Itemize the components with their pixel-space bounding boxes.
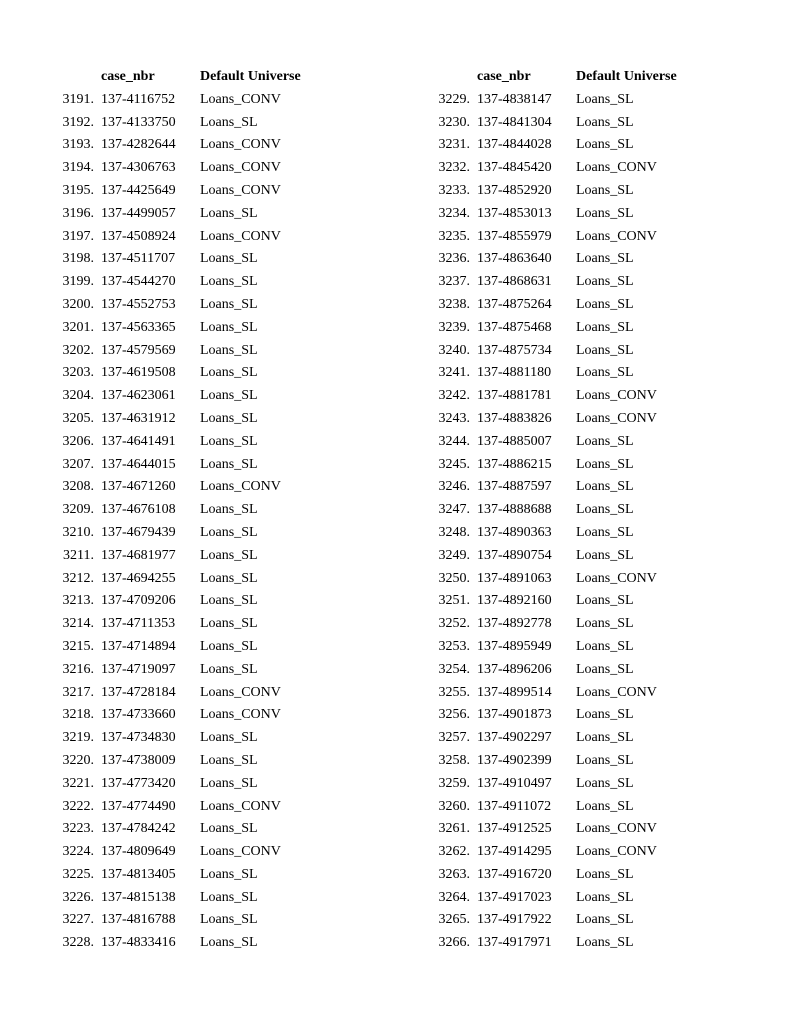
case-nbr-cell: 137-4738009 (101, 752, 176, 768)
universe-cell: Loans_CONV (200, 707, 281, 723)
universe-cell: Loans_CONV (576, 410, 657, 426)
row-index: 3217. (62, 684, 94, 700)
row-index: 3257. (438, 730, 470, 746)
universe-cell: Loans_SL (200, 616, 258, 632)
case-nbr-cell: 137-4853013 (477, 205, 552, 221)
row-index: 3230. (438, 114, 470, 130)
universe-cell: Loans_SL (576, 502, 634, 518)
case-nbr-cell: 137-4910497 (477, 775, 552, 791)
row-index: 3251. (438, 593, 470, 609)
universe-cell: Loans_CONV (200, 479, 281, 495)
universe-cell: Loans_SL (200, 661, 258, 677)
universe-cell: Loans_SL (576, 342, 634, 358)
row-index: 3211. (63, 547, 94, 563)
row-index: 3244. (438, 433, 470, 449)
universe-cell: Loans_SL (200, 570, 258, 586)
row-index: 3229. (438, 91, 470, 107)
row-index: 3224. (62, 844, 94, 860)
universe-cell: Loans_CONV (576, 160, 657, 176)
case-nbr-cell: 137-4623061 (101, 388, 176, 404)
universe-cell: Loans_SL (576, 479, 634, 495)
row-index: 3215. (62, 638, 94, 654)
universe-cell: Loans_CONV (576, 684, 657, 700)
row-index: 3195. (62, 182, 94, 198)
universe-cell: Loans_SL (200, 342, 258, 358)
case-nbr-cell: 137-4552753 (101, 296, 176, 312)
case-nbr-cell: 137-4841304 (477, 114, 552, 130)
row-index: 3249. (438, 547, 470, 563)
universe-cell: Loans_SL (576, 707, 634, 723)
row-index: 3242. (438, 388, 470, 404)
case-nbr-cell: 137-4890754 (477, 547, 552, 563)
universe-cell: Loans_CONV (576, 570, 657, 586)
universe-cell: Loans_SL (576, 730, 634, 746)
row-index: 3210. (62, 524, 94, 540)
default-universe-header: Default Universe (576, 69, 677, 84)
universe-cell: Loans_SL (576, 365, 634, 381)
case-nbr-cell: 137-4774490 (101, 798, 176, 814)
case-nbr-cell: 137-4681977 (101, 547, 176, 563)
row-index: 3239. (438, 319, 470, 335)
row-index: 3193. (62, 137, 94, 153)
row-index: 3212. (62, 570, 94, 586)
row-index: 3233. (438, 182, 470, 198)
row-index: 3199. (62, 274, 94, 290)
case-nbr-cell: 137-4815138 (101, 889, 176, 905)
universe-cell: Loans_CONV (200, 91, 281, 107)
row-index: 3241. (438, 365, 470, 381)
case-nbr-cell: 137-4875468 (477, 319, 552, 335)
case-nbr-header: case_nbr (101, 69, 155, 84)
case-nbr-cell: 137-4885007 (477, 433, 552, 449)
universe-cell: Loans_SL (576, 456, 634, 472)
row-index: 3191. (62, 91, 94, 107)
universe-cell: Loans_CONV (576, 821, 657, 837)
row-index: 3194. (62, 160, 94, 176)
universe-cell: Loans_SL (200, 433, 258, 449)
case-nbr-cell: 137-4896206 (477, 661, 552, 677)
universe-cell: Loans_SL (200, 775, 258, 791)
universe-cell: Loans_SL (576, 661, 634, 677)
universe-cell: Loans_SL (200, 524, 258, 540)
universe-cell: Loans_CONV (576, 844, 657, 860)
row-index: 3218. (62, 707, 94, 723)
row-index: 3222. (62, 798, 94, 814)
case-nbr-cell: 137-4728184 (101, 684, 176, 700)
case-nbr-cell: 137-4694255 (101, 570, 176, 586)
row-index: 3221. (62, 775, 94, 791)
case-nbr-cell: 137-4883826 (477, 410, 552, 426)
case-nbr-cell: 137-4901873 (477, 707, 552, 723)
row-index: 3201. (62, 319, 94, 335)
row-index: 3238. (438, 296, 470, 312)
row-index: 3247. (438, 502, 470, 518)
universe-cell: Loans_SL (200, 319, 258, 335)
case-nbr-cell: 137-4116752 (101, 91, 176, 107)
case-nbr-cell: 137-4709206 (101, 593, 176, 609)
case-nbr-cell: 137-4863640 (477, 251, 552, 267)
row-index: 3227. (62, 912, 94, 928)
row-index: 3250. (438, 570, 470, 586)
case-nbr-cell: 137-4912525 (477, 821, 552, 837)
case-nbr-cell: 137-4891063 (477, 570, 552, 586)
universe-cell: Loans_SL (576, 205, 634, 221)
universe-cell: Loans_SL (576, 775, 634, 791)
universe-cell: Loans_SL (576, 889, 634, 905)
row-index: 3205. (62, 410, 94, 426)
case-nbr-cell: 137-4855979 (477, 228, 552, 244)
universe-cell: Loans_SL (576, 319, 634, 335)
row-index: 3266. (438, 935, 470, 951)
row-index: 3258. (438, 752, 470, 768)
universe-cell: Loans_SL (200, 593, 258, 609)
row-index: 3254. (438, 661, 470, 677)
universe-cell: Loans_SL (576, 547, 634, 563)
row-index: 3220. (62, 752, 94, 768)
universe-cell: Loans_CONV (200, 137, 281, 153)
row-index: 3225. (62, 866, 94, 882)
universe-cell: Loans_CONV (200, 228, 281, 244)
row-index: 3206. (62, 433, 94, 449)
row-index: 3192. (62, 114, 94, 130)
case-nbr-cell: 137-4902297 (477, 730, 552, 746)
universe-cell: Loans_SL (200, 296, 258, 312)
universe-cell: Loans_SL (200, 752, 258, 768)
row-index: 3198. (62, 251, 94, 267)
universe-cell: Loans_CONV (200, 798, 281, 814)
case-nbr-cell: 137-4917971 (477, 935, 552, 951)
row-index: 3235. (438, 228, 470, 244)
row-index: 3197. (62, 228, 94, 244)
row-index: 3259. (438, 775, 470, 791)
case-nbr-header: case_nbr (477, 69, 531, 84)
case-nbr-cell: 137-4773420 (101, 775, 176, 791)
row-index: 3203. (62, 365, 94, 381)
case-nbr-cell: 137-4499057 (101, 205, 176, 221)
universe-cell: Loans_SL (576, 182, 634, 198)
row-index: 3196. (62, 205, 94, 221)
case-nbr-cell: 137-4914295 (477, 844, 552, 860)
universe-cell: Loans_SL (576, 296, 634, 312)
row-index: 3226. (62, 889, 94, 905)
universe-cell: Loans_SL (200, 912, 258, 928)
case-nbr-cell: 137-4679439 (101, 524, 176, 540)
row-index: 3240. (438, 342, 470, 358)
case-nbr-cell: 137-4875264 (477, 296, 552, 312)
universe-cell: Loans_SL (576, 137, 634, 153)
universe-cell: Loans_SL (576, 798, 634, 814)
case-nbr-cell: 137-4511707 (101, 251, 176, 267)
case-nbr-cell: 137-4888688 (477, 502, 552, 518)
universe-cell: Loans_SL (200, 638, 258, 654)
universe-cell: Loans_SL (576, 593, 634, 609)
universe-cell: Loans_SL (200, 821, 258, 837)
case-nbr-cell: 137-4711353 (101, 616, 176, 632)
universe-cell: Loans_SL (200, 365, 258, 381)
universe-cell: Loans_SL (200, 274, 258, 290)
case-nbr-cell: 137-4676108 (101, 502, 176, 518)
universe-cell: Loans_SL (576, 433, 634, 449)
case-nbr-cell: 137-4508924 (101, 228, 176, 244)
case-nbr-cell: 137-4714894 (101, 638, 176, 654)
row-index: 3237. (438, 274, 470, 290)
case-nbr-cell: 137-4133750 (101, 114, 176, 130)
row-index: 3253. (438, 638, 470, 654)
universe-cell: Loans_SL (576, 638, 634, 654)
universe-cell: Loans_SL (576, 524, 634, 540)
case-nbr-cell: 137-4892778 (477, 616, 552, 632)
case-nbr-cell: 137-4644015 (101, 456, 176, 472)
row-index: 3234. (438, 205, 470, 221)
case-nbr-cell: 137-4719097 (101, 661, 176, 677)
row-index: 3231. (438, 137, 470, 153)
case-nbr-cell: 137-4734830 (101, 730, 176, 746)
row-index: 3246. (438, 479, 470, 495)
universe-cell: Loans_SL (200, 205, 258, 221)
case-nbr-cell: 137-4902399 (477, 752, 552, 768)
universe-cell: Loans_SL (200, 456, 258, 472)
case-nbr-cell: 137-4671260 (101, 479, 176, 495)
universe-cell: Loans_SL (200, 410, 258, 426)
case-nbr-cell: 137-4579569 (101, 342, 176, 358)
universe-cell: Loans_SL (576, 935, 634, 951)
row-index: 3208. (62, 479, 94, 495)
row-index: 3255. (438, 684, 470, 700)
universe-cell: Loans_SL (576, 912, 634, 928)
universe-cell: Loans_SL (200, 114, 258, 130)
case-nbr-cell: 137-4813405 (101, 866, 176, 882)
universe-cell: Loans_CONV (200, 684, 281, 700)
row-index: 3204. (62, 388, 94, 404)
universe-cell: Loans_CONV (576, 388, 657, 404)
universe-cell: Loans_CONV (200, 844, 281, 860)
case-nbr-cell: 137-4631912 (101, 410, 176, 426)
universe-cell: Loans_SL (576, 114, 634, 130)
case-nbr-cell: 137-4916720 (477, 866, 552, 882)
row-index: 3264. (438, 889, 470, 905)
universe-cell: Loans_SL (576, 866, 634, 882)
case-nbr-cell: 137-4917922 (477, 912, 552, 928)
case-nbr-cell: 137-4544270 (101, 274, 176, 290)
row-index: 3202. (62, 342, 94, 358)
row-index: 3261. (438, 821, 470, 837)
case-nbr-cell: 137-4784242 (101, 821, 176, 837)
case-nbr-cell: 137-4899514 (477, 684, 552, 700)
row-index: 3207. (62, 456, 94, 472)
row-index: 3200. (62, 296, 94, 312)
row-index: 3219. (62, 730, 94, 746)
universe-cell: Loans_SL (576, 616, 634, 632)
case-nbr-cell: 137-4425649 (101, 182, 176, 198)
universe-cell: Loans_SL (200, 547, 258, 563)
case-nbr-cell: 137-4733660 (101, 707, 176, 723)
case-nbr-cell: 137-4844028 (477, 137, 552, 153)
default-universe-header: Default Universe (200, 69, 301, 84)
row-index: 3245. (438, 456, 470, 472)
row-index: 3256. (438, 707, 470, 723)
case-nbr-cell: 137-4619508 (101, 365, 176, 381)
case-nbr-cell: 137-4881180 (477, 365, 552, 381)
row-index: 3228. (62, 935, 94, 951)
case-nbr-cell: 137-4890363 (477, 524, 552, 540)
case-nbr-cell: 137-4887597 (477, 479, 552, 495)
case-nbr-cell: 137-4881781 (477, 388, 552, 404)
case-nbr-cell: 137-4838147 (477, 91, 552, 107)
row-index: 3214. (62, 616, 94, 632)
universe-cell: Loans_SL (200, 251, 258, 267)
universe-cell: Loans_SL (200, 730, 258, 746)
case-nbr-cell: 137-4809649 (101, 844, 176, 860)
row-index: 3223. (62, 821, 94, 837)
row-index: 3243. (438, 410, 470, 426)
row-index: 3262. (438, 844, 470, 860)
case-nbr-cell: 137-4816788 (101, 912, 176, 928)
universe-cell: Loans_CONV (200, 182, 281, 198)
case-nbr-cell: 137-4282644 (101, 137, 176, 153)
universe-cell: Loans_SL (576, 91, 634, 107)
case-nbr-cell: 137-4875734 (477, 342, 552, 358)
row-index: 3260. (438, 798, 470, 814)
universe-cell: Loans_SL (200, 935, 258, 951)
row-index: 3209. (62, 502, 94, 518)
case-nbr-cell: 137-4917023 (477, 889, 552, 905)
case-nbr-cell: 137-4868631 (477, 274, 552, 290)
universe-cell: Loans_SL (576, 251, 634, 267)
universe-cell: Loans_SL (200, 388, 258, 404)
universe-cell: Loans_SL (200, 866, 258, 882)
universe-cell: Loans_SL (200, 502, 258, 518)
case-nbr-cell: 137-4892160 (477, 593, 552, 609)
row-index: 3248. (438, 524, 470, 540)
row-index: 3252. (438, 616, 470, 632)
universe-cell: Loans_CONV (576, 228, 657, 244)
row-index: 3232. (438, 160, 470, 176)
case-nbr-cell: 137-4852920 (477, 182, 552, 198)
universe-cell: Loans_SL (576, 752, 634, 768)
case-nbr-cell: 137-4306763 (101, 160, 176, 176)
row-index: 3236. (438, 251, 470, 267)
row-index: 3265. (438, 912, 470, 928)
case-nbr-cell: 137-4563365 (101, 319, 176, 335)
universe-cell: Loans_CONV (200, 160, 281, 176)
case-nbr-cell: 137-4911072 (477, 798, 552, 814)
row-index: 3263. (438, 866, 470, 882)
case-nbr-cell: 137-4833416 (101, 935, 176, 951)
case-nbr-cell: 137-4895949 (477, 638, 552, 654)
universe-cell: Loans_SL (200, 889, 258, 905)
case-nbr-cell: 137-4641491 (101, 433, 176, 449)
case-nbr-cell: 137-4886215 (477, 456, 552, 472)
row-index: 3216. (62, 661, 94, 677)
universe-cell: Loans_SL (576, 274, 634, 290)
case-nbr-cell: 137-4845420 (477, 160, 552, 176)
row-index: 3213. (62, 593, 94, 609)
